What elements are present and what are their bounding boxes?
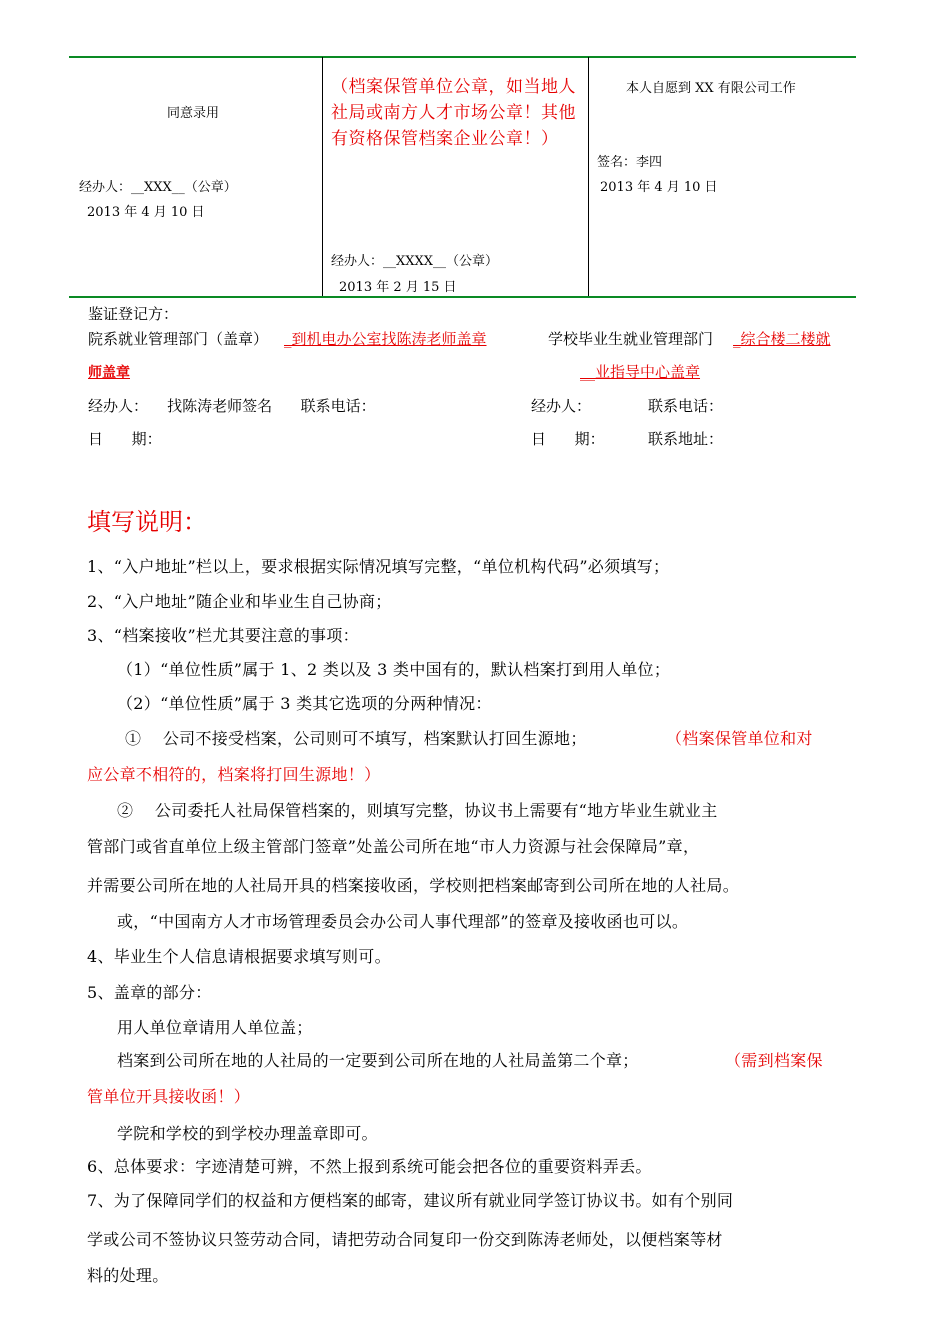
- col2-date: 2013 年 2 月 15 日: [339, 280, 457, 295]
- dept-label: 院系就业管理部门（盖章）: [88, 330, 269, 348]
- right-address-label: 联系地址：: [648, 430, 724, 448]
- table-bottom-rule: [69, 296, 856, 298]
- col1-handler: 经办人：__XXX__（公章）: [79, 180, 237, 195]
- instruction-item: 4、毕业生个人信息请根据要求填写则可。: [87, 947, 391, 966]
- dept-value-line1: _到机电办公室找陈涛老师盖章: [284, 330, 487, 348]
- col2-handler: 经办人：__XXXX__（公章）: [331, 254, 499, 269]
- instruction-item: 学或公司不签协议只签劳动合同，请把劳动合同复印一份交到陈涛老师处，以便档案等材: [87, 1230, 723, 1249]
- dept-value-line2: 师盖章: [88, 365, 130, 381]
- instruction-item: 用人单位章请用人单位盖；: [117, 1018, 313, 1037]
- left-date-line: 日 期：: [88, 430, 162, 448]
- right-phone-label: 联系电话：: [648, 397, 724, 415]
- school-label: 学校毕业生就业管理部门: [548, 330, 714, 348]
- right-date-label: 日 期：: [531, 430, 605, 448]
- verification-heading: 鉴证登记方：: [88, 305, 179, 323]
- instruction-item: 料的处理。: [87, 1266, 169, 1285]
- right-handler-label: 经办人：: [531, 397, 592, 415]
- instruction-item-warning: （档案保管单位和对: [666, 729, 813, 748]
- instruction-item-warning: 应公章不相符的，档案将打回生源地！）: [87, 765, 381, 784]
- instruction-item: 5、盖章的部分：: [87, 983, 212, 1002]
- school-value-line1: _综合楼二楼就: [733, 330, 831, 348]
- table-divider-1: [322, 57, 323, 296]
- instruction-item: ① 公司不接受档案，公司则可不填写，档案默认打回生源地；: [125, 729, 587, 748]
- instruction-item-warning: 管单位开具接收函！）: [87, 1087, 251, 1106]
- instruction-item: 6、总体要求：字迹清楚可辨，不然上报到系统可能会把各位的重要资料弄丢。: [87, 1157, 652, 1176]
- col1-date: 2013 年 4 月 10 日: [87, 205, 205, 220]
- instruction-item-warning: （需到档案保: [725, 1051, 823, 1070]
- instruction-item: 管部门或省直单位上级主管部门签章”处盖公司所在地“市人力资源与社会保障局”章，: [87, 837, 700, 856]
- table-divider-2: [588, 57, 589, 296]
- table-top-rule: [69, 56, 856, 58]
- instruction-item: 1、“入户地址”栏以上，要求根据实际情况填写完整，“单位机构代码”必须填写；: [87, 557, 670, 576]
- instruction-item: 并需要公司所在地的人社局开具的档案接收函，学校则把档案邮寄到公司所在地的人社局。: [87, 876, 740, 895]
- instruction-item: 2、“入户地址”随企业和毕业生自己协商；: [87, 592, 392, 611]
- instructions-title: 填写说明：: [87, 508, 207, 536]
- instruction-item: 3、“档案接收”栏尤其要注意的事项：: [87, 626, 359, 645]
- instruction-item: 或，“中国南方人才市场管理委员会办公司人事代理部”的签章及接收函也可以。: [117, 912, 689, 931]
- instruction-item: ② 公司委托人社局保管档案的，则填写完整，协议书上需要有“地方毕业生就业主: [117, 801, 718, 820]
- archive-seal-note: （档案保管单位公章，如当地人社局或南方人才市场公章！其他有资格保管档案企业公章！）: [331, 77, 576, 149]
- left-handler-line: 经办人： 找陈涛老师签名 联系电话：: [88, 397, 376, 415]
- instruction-item: 学院和学校的到学校办理盖章即可。: [117, 1124, 378, 1143]
- voluntary-statement: 本人自愿到 XX 有限公司工作: [626, 81, 796, 96]
- instruction-item: 7、为了保障同学们的权益和方便档案的邮寄，建议所有就业同学签订协议书。如有个别同: [87, 1191, 734, 1210]
- col3-date: 2013 年 4 月 10 日: [600, 180, 718, 195]
- signature-field: 签名：李四: [597, 155, 663, 170]
- school-value-line2: __业指导中心盖章: [580, 363, 701, 381]
- instruction-item: 档案到公司所在地的人社局的一定要到公司所在地的人社局盖第二个章；: [117, 1051, 639, 1070]
- instruction-item: （2）“单位性质”属于 3 类其它选项的分两种情况：: [117, 694, 492, 713]
- instruction-item: （1）“单位性质”属于 1、2 类以及 3 类中国有的，默认档案打到用人单位；: [117, 660, 671, 679]
- consent-text: 同意录用: [167, 106, 220, 121]
